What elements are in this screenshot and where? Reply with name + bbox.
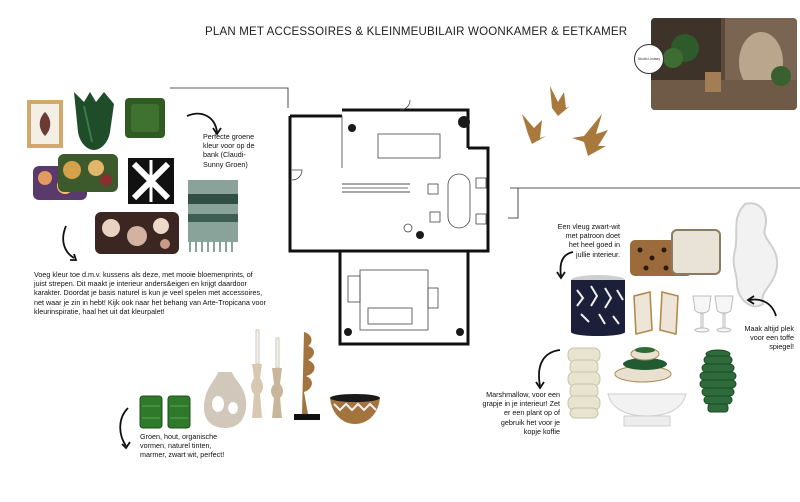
green-striped-throw — [186, 178, 240, 254]
green-glass-candle-holders — [138, 394, 194, 430]
zebra-pattern-vase — [569, 274, 627, 336]
note-green-cushion: Perfecte groene kleur voor op de bank (Claudi-Sunny Groen) — [203, 132, 255, 169]
green-vases — [70, 92, 118, 152]
logo-text: Studio Lindsey — [637, 57, 661, 61]
candle-holders — [248, 328, 292, 420]
note-mirror: Maak altijd plek voor een toffe spiegel! — [744, 324, 794, 352]
note-zebra: Een vleug zwart-wit met patroon doet het heel goed in jullie interieur. — [557, 222, 620, 259]
note-natural: Groen, hout, organische vormen, naturel tinten, marmer, zwart wit, perfect! — [140, 432, 225, 460]
marshmallow-pedestal — [564, 346, 604, 420]
patterned-wood-bowl — [328, 392, 382, 426]
cream-cushion — [670, 228, 722, 276]
arrow-natural — [114, 406, 138, 450]
green-glass-vase — [698, 346, 738, 414]
sculptural-vase — [200, 370, 250, 430]
page-title: PLAN MET ACCESSOIRES & KLEINMEUBILAIR WOONKAMER & EETKAMER — [205, 26, 628, 38]
black-white-stripe-cushion — [126, 156, 176, 206]
note-cushions: Voeg kleur toe d.m.v. kussens als deze, met mooie bloemenprints, of juist strepen. Dit maakt je interieur anders&eigen en krijgt daardoor karakter. Doordat je basis naturel is kun je veel spelen met accessoires, net waar je zin in hebt! Kijk ook naar het behang van Arte-Tropicana voor kleurinspiratie, haal het uit dat kleurpalet! — [34, 270, 266, 316]
wood-sculpture — [290, 330, 324, 422]
arrow-cushions-text — [60, 224, 84, 264]
marble-bookends — [632, 290, 682, 336]
floral-cushion-2 — [56, 152, 120, 194]
gold-bird-decor — [512, 84, 622, 184]
brown-floral-cushion — [93, 210, 181, 256]
arrow-mirror — [742, 294, 782, 320]
white-bowl-stand — [606, 388, 688, 428]
arrow-marshmallow — [530, 346, 564, 390]
green-velvet-cushion — [123, 96, 167, 140]
green-plates-set — [613, 340, 677, 384]
note-marshmallow: Marshmallow, voor een grapje in je interieur! Zet er een plant op of gebruik het voor je kopje koffie — [482, 390, 560, 436]
framed-leaf-print — [27, 100, 63, 148]
